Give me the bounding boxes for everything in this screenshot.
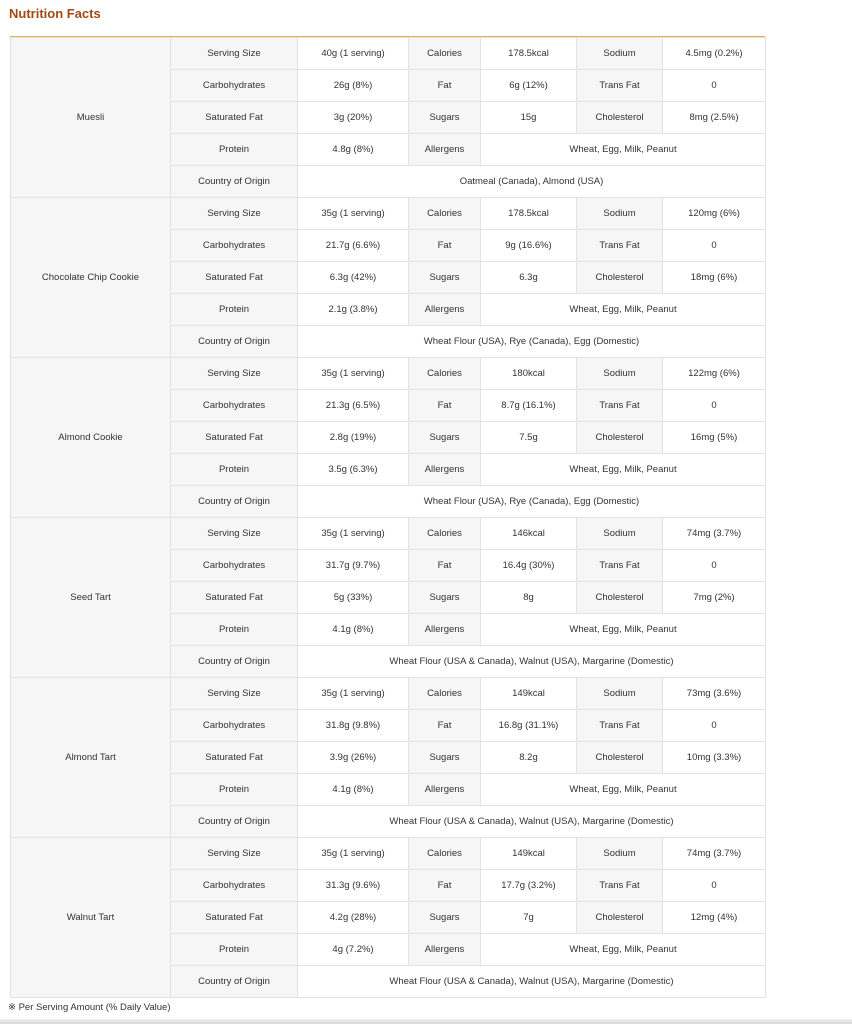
carbohydrates-label: Carbohydrates <box>171 70 298 102</box>
saturated-fat-value: 3.9g (26%) <box>298 742 409 774</box>
saturated-fat-label: Saturated Fat <box>171 422 298 454</box>
calories-value: 149kcal <box>481 678 577 710</box>
serving-size-value: 35g (1 serving) <box>298 198 409 230</box>
fat-label: Fat <box>409 230 481 262</box>
protein-label: Protein <box>171 134 298 166</box>
carbohydrates-value: 21.3g (6.5%) <box>298 390 409 422</box>
saturated-fat-value: 3g (20%) <box>298 102 409 134</box>
table-row <box>11 358 766 390</box>
saturated-fat-label: Saturated Fat <box>171 582 298 614</box>
product-name: Almond Cookie <box>11 358 171 518</box>
sugars-value: 8.2g <box>481 742 577 774</box>
cholesterol-label: Cholesterol <box>577 102 663 134</box>
serving-size-label: Serving Size <box>171 838 298 870</box>
sodium-value: 4.5mg (0.2%) <box>663 38 766 70</box>
sodium-label: Sodium <box>577 838 663 870</box>
cholesterol-value: 10mg (3.3%) <box>663 742 766 774</box>
fat-label: Fat <box>409 710 481 742</box>
carbohydrates-value: 31.3g (9.6%) <box>298 870 409 902</box>
fat-value: 9g (16.6%) <box>481 230 577 262</box>
calories-label: Calories <box>409 838 481 870</box>
product-name: Walnut Tart <box>11 838 171 998</box>
table-row <box>11 518 766 550</box>
country-of-origin-value: Wheat Flour (USA & Canada), Walnut (USA), Margarine (Domestic) <box>298 966 766 998</box>
fat-value: 16.8g (31.1%) <box>481 710 577 742</box>
calories-value: 178.5kcal <box>481 198 577 230</box>
allergens-value: Wheat, Egg, Milk, Peanut <box>481 134 766 166</box>
fat-label: Fat <box>409 390 481 422</box>
allergens-label: Allergens <box>409 774 481 806</box>
fat-label: Fat <box>409 550 481 582</box>
nutrition-table <box>10 37 766 998</box>
sodium-value: 74mg (3.7%) <box>663 838 766 870</box>
sugars-value: 6.3g <box>481 262 577 294</box>
sugars-label: Sugars <box>409 582 481 614</box>
trans-fat-label: Trans Fat <box>577 550 663 582</box>
allergens-label: Allergens <box>409 614 481 646</box>
serving-size-value: 35g (1 serving) <box>298 838 409 870</box>
serving-size-value: 35g (1 serving) <box>298 518 409 550</box>
calories-label: Calories <box>409 518 481 550</box>
serving-size-value: 35g (1 serving) <box>298 678 409 710</box>
fat-value: 16.4g (30%) <box>481 550 577 582</box>
sugars-value: 7.5g <box>481 422 577 454</box>
nutrition-table-body <box>11 38 766 998</box>
carbohydrates-label: Carbohydrates <box>171 390 298 422</box>
calories-value: 180kcal <box>481 358 577 390</box>
sodium-value: 122mg (6%) <box>663 358 766 390</box>
saturated-fat-value: 4.2g (28%) <box>298 902 409 934</box>
serving-size-label: Serving Size <box>171 38 298 70</box>
page-title: Nutrition Facts <box>9 6 101 21</box>
protein-value: 4.8g (8%) <box>298 134 409 166</box>
sugars-value: 8g <box>481 582 577 614</box>
trans-fat-label: Trans Fat <box>577 230 663 262</box>
serving-size-label: Serving Size <box>171 198 298 230</box>
sugars-label: Sugars <box>409 902 481 934</box>
fat-label: Fat <box>409 870 481 902</box>
saturated-fat-label: Saturated Fat <box>171 742 298 774</box>
trans-fat-value: 0 <box>663 870 766 902</box>
protein-label: Protein <box>171 294 298 326</box>
cholesterol-value: 18mg (6%) <box>663 262 766 294</box>
country-of-origin-label: Country of Origin <box>171 166 298 198</box>
allergens-label: Allergens <box>409 134 481 166</box>
carbohydrates-value: 21.7g (6.6%) <box>298 230 409 262</box>
cholesterol-value: 12mg (4%) <box>663 902 766 934</box>
sugars-value: 7g <box>481 902 577 934</box>
calories-label: Calories <box>409 38 481 70</box>
carbohydrates-label: Carbohydrates <box>171 230 298 262</box>
fat-value: 17.7g (3.2%) <box>481 870 577 902</box>
table-row <box>11 38 766 70</box>
serving-size-value: 40g (1 serving) <box>298 38 409 70</box>
country-of-origin-label: Country of Origin <box>171 806 298 838</box>
table-row <box>11 198 766 230</box>
country-of-origin-value: Wheat Flour (USA), Rye (Canada), Egg (Domestic) <box>298 486 766 518</box>
cholesterol-value: 16mg (5%) <box>663 422 766 454</box>
fat-value: 8.7g (16.1%) <box>481 390 577 422</box>
carbohydrates-value: 31.7g (9.7%) <box>298 550 409 582</box>
protein-value: 3.5g (6.3%) <box>298 454 409 486</box>
saturated-fat-label: Saturated Fat <box>171 902 298 934</box>
sugars-label: Sugars <box>409 742 481 774</box>
sodium-label: Sodium <box>577 38 663 70</box>
sodium-label: Sodium <box>577 198 663 230</box>
fat-value: 6g (12%) <box>481 70 577 102</box>
trans-fat-label: Trans Fat <box>577 70 663 102</box>
saturated-fat-value: 2.8g (19%) <box>298 422 409 454</box>
carbohydrates-label: Carbohydrates <box>171 710 298 742</box>
allergens-value: Wheat, Egg, Milk, Peanut <box>481 454 766 486</box>
serving-size-label: Serving Size <box>171 518 298 550</box>
protein-value: 2.1g (3.8%) <box>298 294 409 326</box>
serving-size-value: 35g (1 serving) <box>298 358 409 390</box>
protein-value: 4.1g (8%) <box>298 614 409 646</box>
trans-fat-value: 0 <box>663 70 766 102</box>
sodium-value: 120mg (6%) <box>663 198 766 230</box>
protein-label: Protein <box>171 454 298 486</box>
carbohydrates-value: 31.8g (9.8%) <box>298 710 409 742</box>
cholesterol-label: Cholesterol <box>577 262 663 294</box>
trans-fat-label: Trans Fat <box>577 870 663 902</box>
saturated-fat-value: 6.3g (42%) <box>298 262 409 294</box>
product-name: Muesli <box>11 38 171 198</box>
country-of-origin-value: Oatmeal (Canada), Almond (USA) <box>298 166 766 198</box>
trans-fat-value: 0 <box>663 390 766 422</box>
country-of-origin-value: Wheat Flour (USA), Rye (Canada), Egg (Domestic) <box>298 326 766 358</box>
calories-value: 149kcal <box>481 838 577 870</box>
country-of-origin-value: Wheat Flour (USA & Canada), Walnut (USA), Margarine (Domestic) <box>298 646 766 678</box>
trans-fat-label: Trans Fat <box>577 390 663 422</box>
sodium-label: Sodium <box>577 518 663 550</box>
calories-value: 178.5kcal <box>481 38 577 70</box>
sugars-label: Sugars <box>409 102 481 134</box>
sodium-value: 73mg (3.6%) <box>663 678 766 710</box>
cholesterol-label: Cholesterol <box>577 582 663 614</box>
serving-size-label: Serving Size <box>171 358 298 390</box>
protein-label: Protein <box>171 934 298 966</box>
product-name: Almond Tart <box>11 678 171 838</box>
protein-label: Protein <box>171 614 298 646</box>
sugars-label: Sugars <box>409 262 481 294</box>
trans-fat-value: 0 <box>663 550 766 582</box>
sugars-value: 15g <box>481 102 577 134</box>
country-of-origin-value: Wheat Flour (USA & Canada), Walnut (USA), Margarine (Domestic) <box>298 806 766 838</box>
allergens-value: Wheat, Egg, Milk, Peanut <box>481 294 766 326</box>
saturated-fat-value: 5g (33%) <box>298 582 409 614</box>
protein-value: 4.1g (8%) <box>298 774 409 806</box>
protein-value: 4g (7.2%) <box>298 934 409 966</box>
allergens-label: Allergens <box>409 294 481 326</box>
carbohydrates-label: Carbohydrates <box>171 550 298 582</box>
serving-size-label: Serving Size <box>171 678 298 710</box>
cholesterol-value: 8mg (2.5%) <box>663 102 766 134</box>
cholesterol-label: Cholesterol <box>577 902 663 934</box>
calories-label: Calories <box>409 358 481 390</box>
trans-fat-label: Trans Fat <box>577 710 663 742</box>
calories-value: 146kcal <box>481 518 577 550</box>
protein-label: Protein <box>171 774 298 806</box>
allergens-value: Wheat, Egg, Milk, Peanut <box>481 774 766 806</box>
fat-label: Fat <box>409 70 481 102</box>
calories-label: Calories <box>409 198 481 230</box>
allergens-label: Allergens <box>409 934 481 966</box>
product-name: Seed Tart <box>11 518 171 678</box>
sugars-label: Sugars <box>409 422 481 454</box>
country-of-origin-label: Country of Origin <box>171 646 298 678</box>
product-name: Chocolate Chip Cookie <box>11 198 171 358</box>
country-of-origin-label: Country of Origin <box>171 486 298 518</box>
trans-fat-value: 0 <box>663 230 766 262</box>
allergens-value: Wheat, Egg, Milk, Peanut <box>481 934 766 966</box>
carbohydrates-value: 26g (8%) <box>298 70 409 102</box>
allergens-value: Wheat, Egg, Milk, Peanut <box>481 614 766 646</box>
sodium-label: Sodium <box>577 678 663 710</box>
table-row <box>11 838 766 870</box>
country-of-origin-label: Country of Origin <box>171 326 298 358</box>
carbohydrates-label: Carbohydrates <box>171 870 298 902</box>
cholesterol-label: Cholesterol <box>577 742 663 774</box>
trans-fat-value: 0 <box>663 710 766 742</box>
footnote: ※ Per Serving Amount (% Daily Value) <box>8 1002 171 1013</box>
calories-label: Calories <box>409 678 481 710</box>
cholesterol-value: 7mg (2%) <box>663 582 766 614</box>
bottom-edge <box>0 1019 852 1024</box>
table-row <box>11 678 766 710</box>
saturated-fat-label: Saturated Fat <box>171 102 298 134</box>
country-of-origin-label: Country of Origin <box>171 966 298 998</box>
sodium-value: 74mg (3.7%) <box>663 518 766 550</box>
sodium-label: Sodium <box>577 358 663 390</box>
cholesterol-label: Cholesterol <box>577 422 663 454</box>
saturated-fat-label: Saturated Fat <box>171 262 298 294</box>
allergens-label: Allergens <box>409 454 481 486</box>
